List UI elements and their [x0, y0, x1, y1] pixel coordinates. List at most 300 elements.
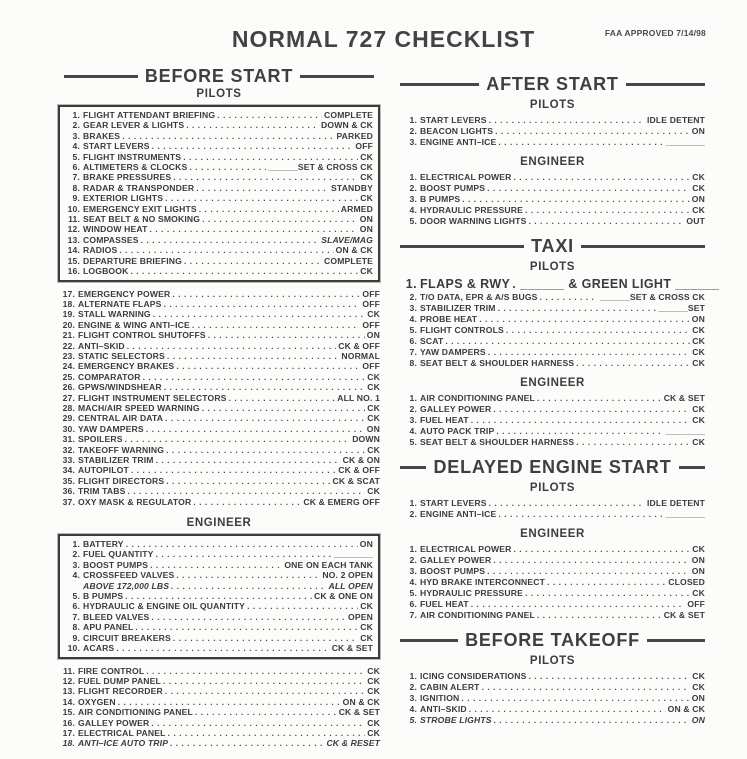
- item-value: CK: [367, 717, 380, 728]
- dot-leader: [127, 341, 337, 351]
- item-label: START LEVERS: [83, 141, 150, 152]
- item-value: CK & ON: [342, 455, 380, 465]
- item-number: 13.: [62, 686, 75, 697]
- item-label: FLAPS & RWY: [420, 277, 511, 291]
- item-group: [400, 671, 705, 726]
- item-label: STALL WARNING: [78, 309, 151, 320]
- item-value: CK: [360, 632, 373, 643]
- checklist-item: [400, 393, 705, 404]
- checklist-item: [63, 539, 373, 549]
- checklist-item: [63, 172, 373, 182]
- checklist-item: [63, 120, 373, 130]
- item-value: CK: [360, 172, 373, 183]
- item-value: ON & CK: [667, 704, 705, 714]
- item-number: 16.: [62, 717, 75, 728]
- checklist-item: [63, 622, 373, 632]
- item-number: 1.: [409, 172, 417, 182]
- checklist-item: [400, 544, 705, 555]
- item-label: TAKEOFF WARNING: [78, 444, 165, 455]
- item-number: 18.: [62, 298, 75, 309]
- dot-leader: [537, 393, 662, 404]
- checklist-item: [400, 715, 705, 726]
- checklist-item: [63, 633, 373, 643]
- item-number: 33.: [62, 455, 75, 465]
- checklist-item: [400, 599, 705, 610]
- checklist-item: [400, 610, 705, 621]
- item-number: 2.: [72, 549, 80, 560]
- dot-leader: [151, 612, 346, 622]
- item-value: PARKED: [336, 130, 373, 141]
- checklist-item: [63, 601, 373, 611]
- dot-leader: [540, 292, 599, 303]
- item-group: [400, 393, 705, 448]
- item-label: FLIGHT RECORDER: [78, 686, 163, 697]
- item-value: SLAVE/MAG: [321, 234, 373, 245]
- rule-line: [300, 75, 374, 78]
- item-label: MACH/AIR SPEED WARNING: [78, 402, 200, 413]
- checklist-item: [63, 224, 373, 234]
- item-label: HYDRAULIC & ENGINE OIL QUANTITY: [83, 601, 246, 612]
- item-label: WINDOW HEAT: [83, 224, 148, 235]
- item-value: ON: [691, 314, 705, 324]
- item-label: ANTI–SKID: [78, 340, 125, 351]
- item-value: CK: [360, 151, 373, 162]
- checklist-item: [63, 152, 373, 162]
- item-label: BATTERY: [83, 539, 124, 550]
- item-label: AIR CONDITIONING PANEL: [420, 393, 535, 403]
- approval-stamp: FAA APPROVED 7/14/98: [604, 28, 706, 38]
- item-number: 5.: [72, 151, 80, 162]
- checklist-item: [58, 424, 380, 434]
- checklist-item: [63, 193, 373, 203]
- dot-leader: [192, 320, 361, 330]
- checklist-item: [63, 141, 373, 151]
- item-value: NO. 2 OPEN: [322, 570, 373, 581]
- item-value: ON: [359, 539, 373, 550]
- dot-leader: [193, 497, 301, 507]
- dot-leader: [150, 560, 282, 570]
- checklist-item: [400, 325, 705, 336]
- dot-leader: [489, 115, 645, 126]
- checklist-item: [58, 393, 380, 403]
- item-label: ENGINE ANTI–ICE: [420, 137, 497, 147]
- item-value: CK: [692, 544, 705, 554]
- item-value: CK & SET: [338, 707, 380, 718]
- item-number: 9.: [72, 632, 80, 643]
- checklist-item: [63, 162, 373, 172]
- item-number: 34.: [62, 465, 75, 476]
- dot-leader: [506, 325, 690, 336]
- item-value: DOWN & CK: [321, 120, 373, 131]
- checklist-item: [58, 486, 380, 496]
- item-value: CK: [360, 193, 373, 204]
- checklist-item: [58, 434, 380, 444]
- section-header: [400, 458, 705, 476]
- section-title: TAXI: [531, 235, 574, 256]
- checklist-item: [400, 137, 705, 148]
- item-number: 32.: [62, 444, 75, 455]
- item-label: FLIGHT DIRECTORS: [78, 475, 165, 486]
- dot-leader: [525, 205, 690, 216]
- item-number: 2.: [409, 183, 417, 193]
- item-number: 16.: [67, 266, 80, 277]
- item-label: ANTI–ICE AUTO TRIP: [78, 738, 169, 749]
- item-number: 6.: [409, 599, 417, 609]
- dot-leader: [125, 591, 312, 601]
- dot-leader: [462, 194, 690, 205]
- item-label: TRIM TABS: [78, 486, 126, 497]
- checklist-item: [58, 320, 380, 330]
- checklist-item: [400, 194, 705, 205]
- item-label: BRAKE PRESSURES: [83, 172, 172, 183]
- checklist-item: [58, 476, 380, 486]
- section-header: [400, 631, 705, 649]
- item-value: CK: [692, 336, 705, 346]
- dot-leader: [576, 358, 690, 369]
- item-number: 8.: [72, 622, 80, 633]
- item-number: 6.: [72, 162, 80, 173]
- item-label: GALLEY POWER: [420, 404, 492, 414]
- item-label: B PUMPS: [420, 194, 461, 204]
- item-label: ENGINE ANTI–ICE: [420, 509, 497, 519]
- item-value: CK: [692, 172, 705, 182]
- checklist-item: [63, 245, 373, 255]
- checklist-item: [58, 289, 380, 299]
- checklist-item: [400, 115, 705, 126]
- item-value: CK: [692, 588, 705, 598]
- dot-leader: [512, 277, 518, 292]
- item-label: RADIOS: [83, 245, 118, 256]
- item-label: AIR CONDITIONING PANEL: [420, 610, 535, 620]
- item-number: 9.: [72, 193, 80, 204]
- crew-subtitle-pilots: PILOTS: [196, 88, 242, 100]
- item-value: CK: [692, 671, 705, 681]
- item-label: AIR CONDITIONING PANEL: [78, 707, 193, 718]
- item-label: GALLEY POWER: [78, 717, 150, 728]
- item-label: SEAT BELT & SHOULDER HARNESS: [420, 358, 575, 368]
- item-label: ACARS: [83, 643, 115, 654]
- dot-leader: [498, 509, 663, 520]
- dot-leader: [195, 707, 337, 717]
- item-label: BOOST PUMPS: [420, 566, 486, 576]
- rule-line: [400, 245, 524, 248]
- item-value: CK & OFF: [338, 340, 380, 351]
- dot-leader: [131, 465, 336, 475]
- item-label: HYD BRAKE INTERCONNECT: [420, 577, 546, 587]
- dot-leader: [146, 666, 365, 676]
- item-label: DEPARTURE BRIEFING: [83, 255, 182, 266]
- item-label: OXY MASK & REGULATOR: [78, 496, 192, 507]
- checklist-item: [400, 183, 705, 194]
- checklist-item: [58, 403, 380, 413]
- item-label: AUTO PACK TRIP: [420, 426, 495, 436]
- dot-leader: [171, 581, 326, 591]
- dot-leader: [208, 330, 365, 340]
- checklist-item: [400, 704, 705, 715]
- item-label: STABILIZER TRIM: [78, 455, 154, 465]
- item-value: CK: [692, 205, 705, 215]
- item-group: [58, 289, 380, 508]
- checklist-item: [400, 347, 705, 358]
- item-value: ON: [366, 330, 380, 341]
- item-value: ON: [691, 126, 705, 136]
- item-number: 5.: [409, 325, 417, 335]
- dot-leader: [479, 314, 690, 325]
- item-value: DOWN: [352, 434, 380, 445]
- dot-leader: [176, 570, 320, 580]
- dot-leader: [489, 498, 645, 509]
- section-before-start: [58, 67, 380, 749]
- rule-line: [400, 83, 479, 86]
- dot-leader: [173, 633, 358, 643]
- item-value: CK: [367, 675, 380, 686]
- dot-leader: [165, 193, 358, 203]
- item-number: 4.: [409, 426, 417, 436]
- checklist-item: [400, 303, 705, 314]
- checklist-item: [58, 299, 380, 309]
- item-value: COMPLETE: [324, 110, 373, 120]
- item-label: FIRE CONTROL: [78, 665, 145, 676]
- item-label: EMERGENCY EXIT LIGHTS: [83, 203, 197, 214]
- checklist-item: [63, 204, 373, 214]
- item-number: 1.: [72, 110, 80, 120]
- checklist-item: [400, 216, 705, 227]
- item-group: [400, 498, 705, 520]
- checklist-item: [400, 404, 705, 415]
- item-label: FLIGHT CONTROL SHUTOFFS: [78, 330, 206, 341]
- item-label: FLIGHT INSTRUMENTS: [83, 151, 182, 162]
- item-value: CK & RESET: [326, 738, 380, 749]
- checklist-item: [63, 235, 373, 245]
- item-number: 4.: [409, 704, 417, 714]
- item-label: CIRCUIT BREAKERS: [83, 632, 171, 643]
- item-label: YAW DAMPERS: [420, 347, 486, 357]
- item-number: 36.: [62, 486, 75, 497]
- checklist-item: [58, 718, 380, 728]
- item-value: OFF: [687, 599, 705, 609]
- checklist-item: [400, 588, 705, 599]
- rule-line: [64, 75, 138, 78]
- dot-leader: [461, 693, 689, 704]
- dot-leader: [537, 610, 662, 621]
- dot-leader: [493, 404, 690, 415]
- item-number: 4.: [409, 205, 417, 215]
- dot-leader: [469, 704, 666, 715]
- checklist-item: [58, 445, 380, 455]
- left-column: [58, 67, 380, 759]
- checklist-item: [400, 577, 705, 588]
- checklist-item: [63, 591, 373, 601]
- item-label: ALTIMETERS & CLOCKS: [83, 162, 188, 173]
- checklist-item: [58, 686, 380, 696]
- item-value: CK: [367, 413, 380, 424]
- item-number: 3.: [409, 303, 417, 313]
- checklist-item: [400, 509, 705, 520]
- item-number: 12.: [62, 675, 75, 686]
- dot-leader: [126, 539, 358, 549]
- dot-leader: [128, 486, 366, 496]
- dot-leader: [150, 224, 358, 234]
- section-title: AFTER START: [486, 73, 619, 94]
- item-value: CK: [360, 601, 373, 612]
- item-value: OPEN: [348, 611, 373, 622]
- dot-leader: [498, 303, 657, 314]
- item-label: GALLEY POWER: [420, 555, 492, 565]
- item-number: 5.: [72, 591, 80, 602]
- item-value: CK: [692, 347, 705, 357]
- section-after-start: [400, 75, 705, 227]
- item-number: 28.: [62, 402, 75, 413]
- item-number: 5.: [409, 216, 417, 226]
- checklist-item: [400, 172, 705, 183]
- item-number: 5.: [409, 437, 417, 447]
- item-value: ______ & GREEN LIGHT ______: [520, 277, 720, 291]
- item-value: OFF: [362, 298, 380, 309]
- section-title: DELAYED ENGINE START: [433, 456, 672, 477]
- item-number: 17.: [62, 288, 75, 299]
- dot-leader: [151, 718, 365, 728]
- item-number: 4.: [409, 314, 417, 324]
- item-number: 1.: [409, 115, 417, 125]
- item-value: CK & SET: [663, 610, 705, 620]
- checklist-item: [58, 728, 380, 738]
- dot-leader: [528, 216, 684, 227]
- item-label: STABILIZER TRIM: [420, 303, 496, 313]
- item-number: 1.: [409, 393, 417, 403]
- checklist-item: [58, 676, 380, 686]
- checklist-item: [63, 214, 373, 224]
- dot-leader: [493, 555, 689, 566]
- crew-subtitle-engineer: ENGINEER: [520, 156, 585, 168]
- dot-leader: [165, 686, 365, 696]
- item-label: FLIGHT CONTROLS: [420, 325, 504, 335]
- dot-leader: [487, 566, 690, 577]
- crew-subtitle-engineer: ENGINEER: [520, 377, 585, 389]
- checklist-item: [58, 330, 380, 340]
- rule-line: [400, 639, 458, 642]
- section-before-takeoff: [400, 631, 705, 726]
- item-number: 1.: [405, 277, 417, 291]
- item-label: GPWS/WINDSHEAR: [78, 382, 162, 393]
- item-number: 31.: [62, 434, 75, 445]
- checklist-item: [58, 341, 380, 351]
- item-number: 7.: [409, 347, 417, 357]
- dot-leader: [525, 588, 690, 599]
- dot-leader: [170, 738, 324, 748]
- checklist-item: [400, 437, 705, 448]
- item-label: START LEVERS: [420, 498, 487, 508]
- dot-leader: [125, 434, 351, 444]
- item-number: 7.: [72, 172, 80, 183]
- item-number: 17.: [62, 727, 75, 738]
- dot-leader: [202, 403, 366, 413]
- dot-leader: [186, 120, 319, 130]
- dot-leader: [152, 141, 354, 151]
- item-group: [400, 115, 705, 148]
- item-value: CK: [692, 183, 705, 193]
- dot-leader: [130, 266, 358, 276]
- item-label: ALTERNATE FLAPS: [78, 298, 162, 309]
- item-value: ON: [691, 555, 705, 565]
- item-label: BOOST PUMPS: [83, 559, 149, 570]
- dot-leader: [471, 599, 686, 610]
- item-number: 3.: [409, 415, 417, 425]
- checklist-item: [63, 110, 373, 120]
- item-value: CK: [367, 382, 380, 393]
- item-number: 8.: [72, 182, 80, 193]
- dot-leader: [176, 361, 360, 371]
- item-value: ON & CK: [342, 696, 380, 707]
- checklist-columns: [0, 53, 747, 759]
- checklist-item: [400, 426, 705, 437]
- rule-line: [400, 466, 426, 469]
- boxed-item-group: [58, 534, 380, 658]
- dot-leader: [166, 476, 330, 486]
- dot-leader: [183, 152, 358, 162]
- item-value: CK: [367, 665, 380, 676]
- checklist-item: [400, 415, 705, 426]
- item-value: CK & EMERG OFF: [303, 496, 380, 507]
- item-number: 7.: [409, 610, 417, 620]
- item-number: 6.: [72, 601, 80, 612]
- dot-leader: [156, 549, 332, 559]
- item-number: 2.: [409, 509, 417, 519]
- checklist-item: [58, 361, 380, 371]
- checklist-item: [58, 455, 380, 465]
- item-label: BOOST PUMPS: [420, 183, 486, 193]
- item-number: 3.: [409, 693, 417, 703]
- item-value: COMPLETE: [324, 255, 373, 266]
- item-value: ALL OPEN: [328, 580, 373, 591]
- dot-leader: [514, 172, 691, 183]
- item-group: [400, 277, 720, 369]
- item-label: OXYGEN: [78, 696, 116, 707]
- item-group: [400, 544, 705, 621]
- item-label: BEACON LIGHTS: [420, 126, 494, 136]
- item-label: RADAR & TRANSPONDER: [83, 182, 195, 193]
- item-value: CK: [692, 325, 705, 335]
- item-value: ________: [665, 509, 705, 519]
- dot-leader: [202, 214, 358, 224]
- checklist-item: [63, 643, 373, 653]
- checklist-item: [58, 697, 380, 707]
- item-label: FUEL HEAT: [420, 415, 469, 425]
- checklist-item: [58, 707, 380, 717]
- checklist-item: [63, 549, 373, 559]
- checklist-item: [58, 413, 380, 423]
- item-label: APU PANEL: [83, 622, 134, 633]
- dot-leader: [172, 289, 360, 299]
- item-number: 1.: [409, 498, 417, 508]
- item-number: 7.: [72, 611, 80, 622]
- section-header: [400, 237, 705, 255]
- dot-leader: [547, 577, 666, 588]
- item-value: ________: [665, 137, 705, 147]
- item-number: 11.: [63, 665, 75, 676]
- rule-line: [647, 639, 705, 642]
- item-label: FUEL QUANTITY: [83, 549, 154, 560]
- item-number: 10.: [67, 643, 80, 654]
- item-number: 8.: [409, 358, 417, 368]
- dot-leader: [143, 372, 366, 382]
- item-label: SPOILERS: [78, 434, 123, 445]
- item-value: ON: [359, 214, 373, 225]
- item-label: B PUMPS: [83, 591, 124, 602]
- item-number: 6.: [409, 336, 417, 346]
- item-label: EXTERIOR LIGHTS: [83, 193, 164, 204]
- item-value: CLOSED: [668, 577, 705, 587]
- page-title: NORMAL 727 CHECKLIST: [231, 26, 536, 52]
